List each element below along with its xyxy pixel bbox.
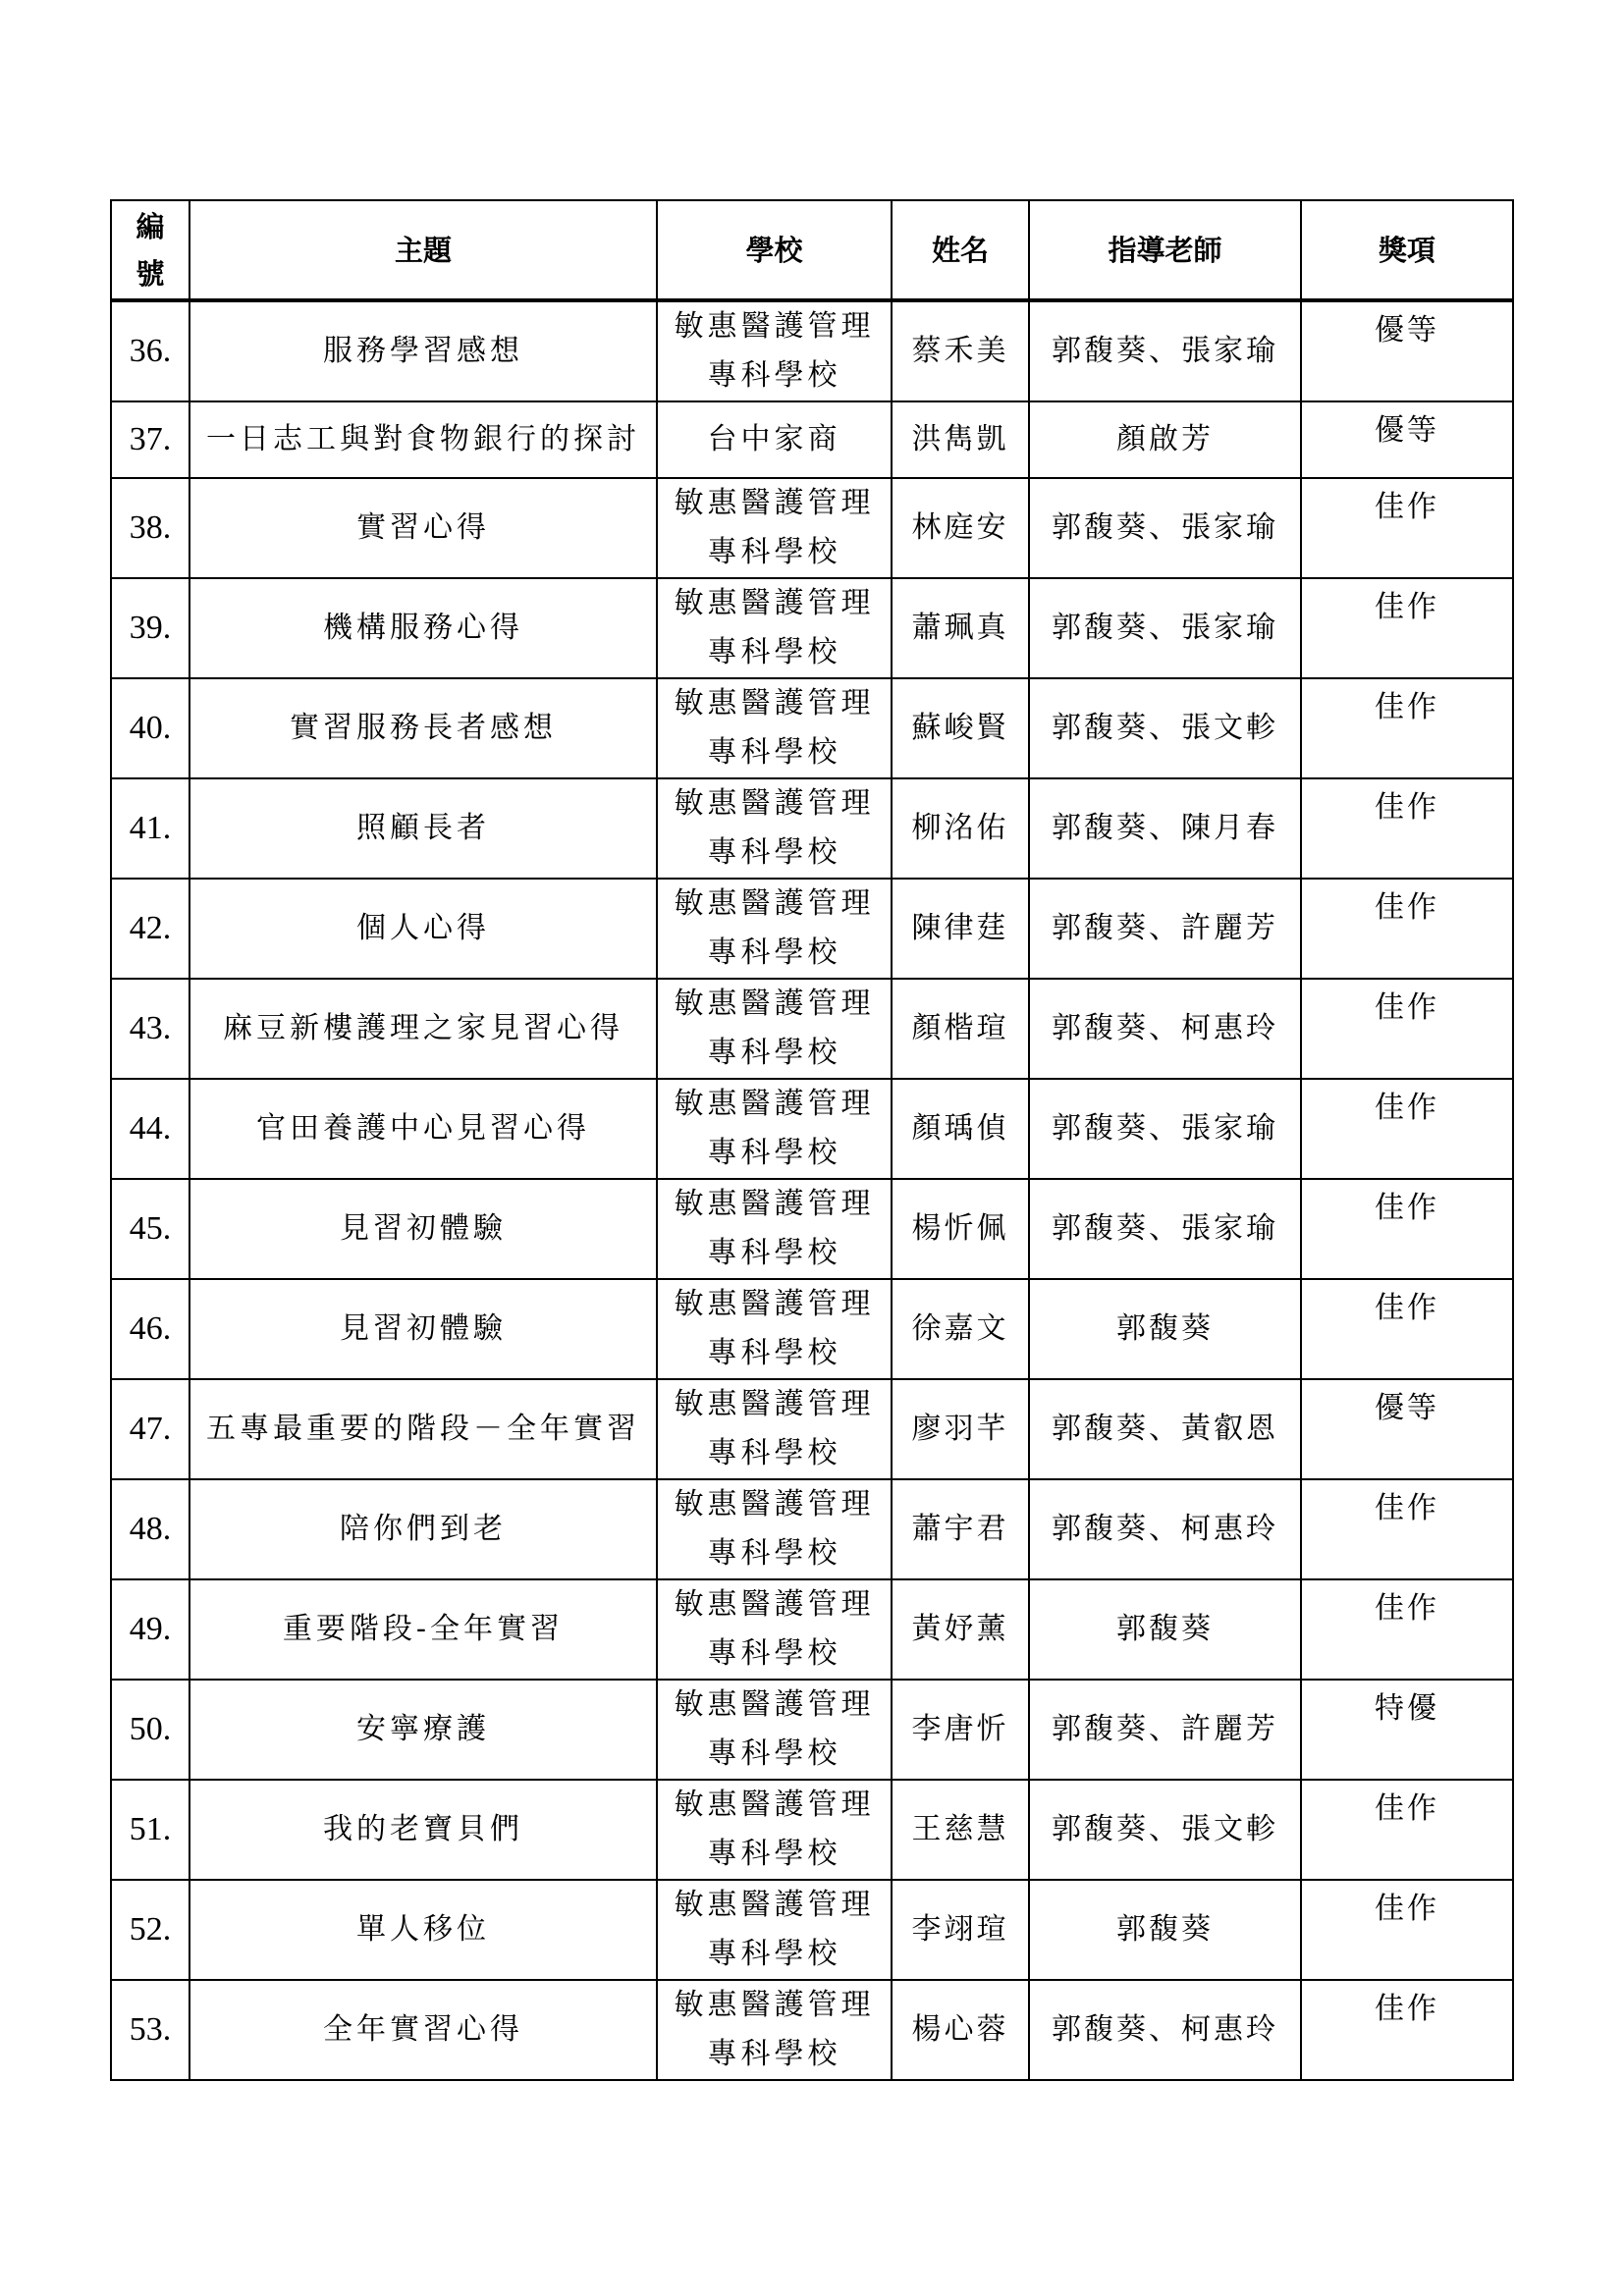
row-school-line2: 專科學校 [707, 835, 841, 870]
row-teacher: 郭馥葵、張文軫 [1029, 678, 1301, 778]
row-teacher: 郭馥葵、柯惠玲 [1029, 1479, 1301, 1579]
row-school-line2: 專科學校 [707, 1236, 841, 1270]
row-student-name: 柳洺佑 [892, 778, 1029, 879]
table-header [111, 200, 1513, 300]
row-school-line2: 專科學校 [707, 1136, 841, 1170]
row-award: 優等 [1301, 1379, 1513, 1479]
row-school [657, 1179, 892, 1279]
row-number: 48. [111, 1479, 189, 1579]
row-school-line1: 敏惠醫護管理 [674, 1487, 875, 1522]
row-student-name: 李翊瑄 [892, 1880, 1029, 1980]
row-number: 51. [111, 1780, 189, 1880]
row-teacher: 郭馥葵 [1029, 1579, 1301, 1680]
table-row [111, 478, 1513, 578]
table-row [111, 1179, 1513, 1279]
row-school-line2: 專科學校 [707, 358, 841, 393]
row-school-line2: 專科學校 [707, 1837, 841, 1871]
row-school [657, 478, 892, 578]
row-teacher: 郭馥葵、柯惠玲 [1029, 1980, 1301, 2080]
row-teacher: 郭馥葵、許麗芳 [1029, 879, 1301, 979]
row-student-name: 廖羽芊 [892, 1379, 1029, 1479]
row-school-line1: 敏惠醫護管理 [674, 1687, 875, 1722]
row-topic: 重要階段-全年實習 [189, 1579, 657, 1680]
table-row [111, 1780, 1513, 1880]
row-school [657, 1079, 892, 1179]
row-student-name: 徐嘉文 [892, 1279, 1029, 1379]
table-row [111, 979, 1513, 1079]
row-number: 40. [111, 678, 189, 778]
row-teacher: 郭馥葵、張家瑜 [1029, 1179, 1301, 1279]
row-topic: 見習初體驗 [189, 1279, 657, 1379]
row-teacher: 郭馥葵、張家瑜 [1029, 1079, 1301, 1179]
row-teacher: 郭馥葵 [1029, 1880, 1301, 1980]
row-school [657, 1680, 892, 1780]
table-row [111, 1980, 1513, 2080]
row-topic: 服務學習感想 [189, 300, 657, 401]
row-topic: 見習初體驗 [189, 1179, 657, 1279]
row-school-line1: 敏惠醫護管理 [674, 1587, 875, 1622]
row-topic: 實習服務長者感想 [189, 678, 657, 778]
row-school-line1: 敏惠醫護管理 [674, 486, 875, 520]
row-award: 佳作 [1301, 1880, 1513, 1980]
row-school-line2: 專科學校 [707, 1336, 841, 1370]
row-number: 46. [111, 1279, 189, 1379]
row-school-line1: 敏惠醫護管理 [674, 1187, 875, 1221]
table-body [111, 300, 1513, 2080]
row-school-line1: 敏惠醫護管理 [674, 586, 875, 620]
row-topic: 機構服務心得 [189, 578, 657, 678]
row-school-line1: 敏惠醫護管理 [674, 686, 875, 721]
row-school-line2: 專科學校 [707, 1036, 841, 1070]
row-school-line2: 專科學校 [707, 1536, 841, 1571]
row-topic: 照顧長者 [189, 778, 657, 879]
row-student-name: 蕭宇君 [892, 1479, 1029, 1579]
table-row [111, 1379, 1513, 1479]
row-topic: 官田養護中心見習心得 [189, 1079, 657, 1179]
row-school-line2: 專科學校 [707, 735, 841, 770]
header-award: 獎項 [1301, 200, 1513, 300]
row-school-line2: 專科學校 [707, 635, 841, 669]
table-row [111, 879, 1513, 979]
row-teacher: 郭馥葵、黃叡恩 [1029, 1379, 1301, 1479]
row-school-line1: 敏惠醫護管理 [674, 1888, 875, 1922]
row-school [657, 300, 892, 401]
row-number: 42. [111, 879, 189, 979]
row-number: 47. [111, 1379, 189, 1479]
row-number: 38. [111, 478, 189, 578]
row-school-line1: 敏惠醫護管理 [674, 786, 875, 821]
row-school [657, 1379, 892, 1479]
row-award: 佳作 [1301, 1780, 1513, 1880]
row-number: 36. [111, 300, 189, 401]
row-number: 39. [111, 578, 189, 678]
row-award: 佳作 [1301, 778, 1513, 879]
row-student-name: 蔡禾美 [892, 300, 1029, 401]
table-row [111, 578, 1513, 678]
header-number [111, 200, 189, 300]
row-award: 佳作 [1301, 1179, 1513, 1279]
row-school-line1: 敏惠醫護管理 [674, 987, 875, 1021]
header-topic: 主題 [189, 200, 657, 300]
row-topic: 五專最重要的階段－全年實習 [189, 1379, 657, 1479]
row-number: 41. [111, 778, 189, 879]
row-topic: 安寧療護 [189, 1680, 657, 1780]
row-student-name: 陳律莛 [892, 879, 1029, 979]
row-student-name: 楊心蓉 [892, 1980, 1029, 2080]
row-teacher: 顏啟芳 [1029, 401, 1301, 478]
row-award: 佳作 [1301, 1980, 1513, 2080]
table-row [111, 1479, 1513, 1579]
row-school [657, 1279, 892, 1379]
table-row [111, 778, 1513, 879]
row-student-name: 王慈慧 [892, 1780, 1029, 1880]
row-student-name: 李唐忻 [892, 1680, 1029, 1780]
row-award: 特優 [1301, 1680, 1513, 1780]
row-school [657, 1479, 892, 1579]
row-school [657, 678, 892, 778]
row-school-line1: 敏惠醫護管理 [674, 1988, 875, 2022]
row-number: 52. [111, 1880, 189, 1980]
row-student-name: 蕭珮真 [892, 578, 1029, 678]
table-row [111, 1279, 1513, 1379]
row-school-line1: 敏惠醫護管理 [674, 1287, 875, 1321]
row-teacher: 郭馥葵、柯惠玲 [1029, 979, 1301, 1079]
row-topic: 我的老寶貝們 [189, 1780, 657, 1880]
row-number: 50. [111, 1680, 189, 1780]
table-row [111, 1079, 1513, 1179]
row-school-line1: 敏惠醫護管理 [674, 1788, 875, 1822]
row-number: 53. [111, 1980, 189, 2080]
row-teacher: 郭馥葵、許麗芳 [1029, 1680, 1301, 1780]
row-school-line2: 專科學校 [707, 535, 841, 569]
row-student-name: 顏楷瑄 [892, 979, 1029, 1079]
header-name: 姓名 [892, 200, 1029, 300]
row-student-name: 蘇峻賢 [892, 678, 1029, 778]
row-student-name: 林庭安 [892, 478, 1029, 578]
row-topic: 全年實習心得 [189, 1980, 657, 2080]
row-school [657, 578, 892, 678]
row-award: 佳作 [1301, 1579, 1513, 1680]
row-award: 佳作 [1301, 1279, 1513, 1379]
row-award: 佳作 [1301, 979, 1513, 1079]
row-teacher: 郭馥葵、陳月春 [1029, 778, 1301, 879]
header-teacher: 指導老師 [1029, 200, 1301, 300]
row-student-name: 楊忻佩 [892, 1179, 1029, 1279]
row-school [657, 401, 892, 478]
row-student-name: 黃妤薰 [892, 1579, 1029, 1680]
row-number: 43. [111, 979, 189, 1079]
row-school-line2: 專科學校 [707, 1636, 841, 1671]
row-teacher: 郭馥葵、張家瑜 [1029, 478, 1301, 578]
row-topic: 單人移位 [189, 1880, 657, 1980]
row-student-name: 顏瑀偵 [892, 1079, 1029, 1179]
award-table [110, 199, 1514, 2081]
header-school: 學校 [657, 200, 892, 300]
row-school-line1: 敏惠醫護管理 [674, 1387, 875, 1421]
row-topic: 實習心得 [189, 478, 657, 578]
row-school-line2: 專科學校 [707, 935, 841, 970]
row-award: 佳作 [1301, 478, 1513, 578]
row-teacher: 郭馥葵、張家瑜 [1029, 578, 1301, 678]
row-school [657, 879, 892, 979]
row-school [657, 1780, 892, 1880]
row-number: 45. [111, 1179, 189, 1279]
row-award: 佳作 [1301, 1079, 1513, 1179]
row-award: 佳作 [1301, 879, 1513, 979]
row-student-name: 洪雋凱 [892, 401, 1029, 478]
row-topic: 一日志工與對食物銀行的探討 [189, 401, 657, 478]
header-number-line1: 編 [135, 209, 165, 243]
row-teacher: 郭馥葵、張文軫 [1029, 1780, 1301, 1880]
table-row [111, 300, 1513, 401]
row-school-line1: 台中家商 [707, 422, 841, 456]
table-row [111, 1579, 1513, 1680]
table-row [111, 401, 1513, 478]
row-school-line1: 敏惠醫護管理 [674, 886, 875, 921]
row-school-line1: 敏惠醫護管理 [674, 1087, 875, 1121]
row-topic: 陪你們到老 [189, 1479, 657, 1579]
row-school-line2: 專科學校 [707, 1937, 841, 1971]
row-school-line1: 敏惠醫護管理 [674, 309, 875, 344]
row-school [657, 979, 892, 1079]
row-teacher: 郭馥葵、張家瑜 [1029, 300, 1301, 401]
row-award: 佳作 [1301, 1479, 1513, 1579]
row-topic: 麻豆新樓護理之家見習心得 [189, 979, 657, 1079]
row-award: 優等 [1301, 401, 1513, 478]
row-award: 佳作 [1301, 578, 1513, 678]
row-school [657, 778, 892, 879]
row-school-line2: 專科學校 [707, 1736, 841, 1771]
table-row [111, 678, 1513, 778]
row-number: 37. [111, 401, 189, 478]
row-school-line2: 專科學校 [707, 2037, 841, 2071]
row-number: 49. [111, 1579, 189, 1680]
row-school [657, 1880, 892, 1980]
row-topic: 個人心得 [189, 879, 657, 979]
row-number: 44. [111, 1079, 189, 1179]
row-award: 佳作 [1301, 678, 1513, 778]
table-row [111, 1680, 1513, 1780]
row-school [657, 1980, 892, 2080]
row-school-line2: 專科學校 [707, 1436, 841, 1470]
header-row [111, 200, 1513, 300]
header-number-line2: 號 [135, 256, 165, 291]
row-award: 優等 [1301, 300, 1513, 401]
row-school [657, 1579, 892, 1680]
row-teacher: 郭馥葵 [1029, 1279, 1301, 1379]
table-row [111, 1880, 1513, 1980]
